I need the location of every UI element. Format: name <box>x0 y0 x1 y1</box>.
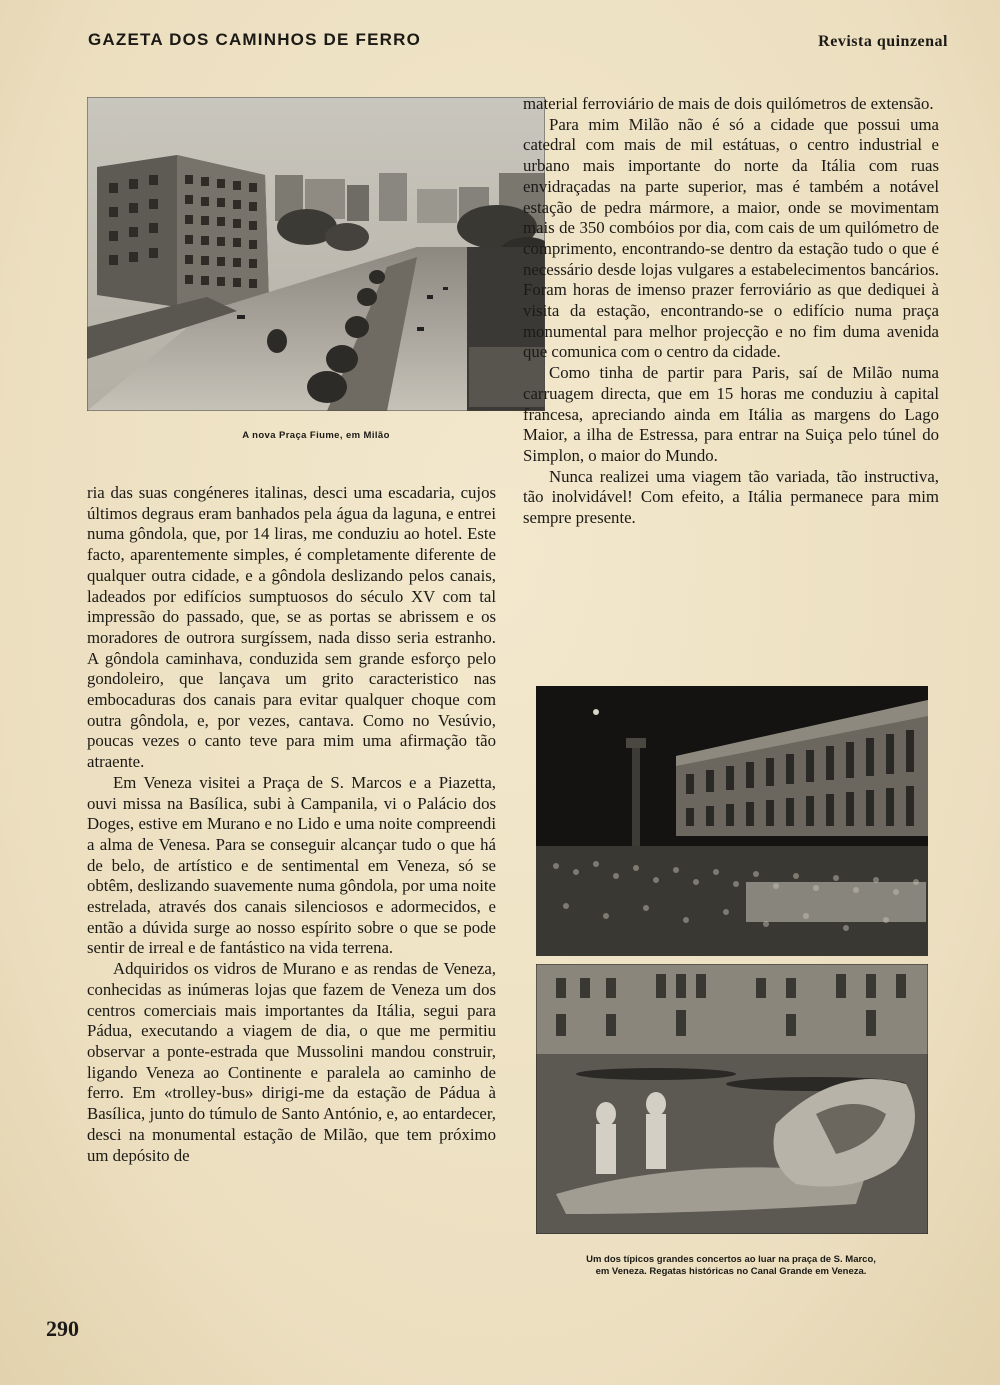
paragraph: Para mim Milão não é só a cidade que possui uma catedral com mais de mil estátuas, o centro industrial e urbano mais importante do norte da Itália com ruas envidraçadas na parte superior, mas é também a notável estação de pedra mármore, a maior, onde se movimentam mais de 350 combóios por dia, com cais de um quilómetro de comprimento, encontrando-se dentro da estação tudo o que é necessário desde lojas vulgares a estabelecimentos bancários. Foram horas de imenso prazer ferroviário as que dediquei à visita da estação, encontrando-se o edifício numa praça monumental para melhor projecção e no fim duma avenida que comunica com o centro da cidade. <box>523 114 939 362</box>
paragraph: Em Veneza visitei a Praça de S. Marcos e a Piazetta, ouvi missa na Basílica, subi à Campanila, vi o Palácio dos Doges, estive em Murano e no Lido e uma noite compreendi a alma de Venesa. Para se conseguir alcançar tudo o que há de belo, de artístico e de sentimental em Veneza, só se obtêm, deslizando suavemente numa gôndola, por uma noite estrelada, através dos canais silenciosos e adormecidos, e então a dúvida surge ao nosso espírito sobre o que se pode sentir de irreal e de fantástico na vida terrena. <box>87 772 496 958</box>
page-number: 290 <box>46 1316 79 1341</box>
milan-square-photo <box>87 97 545 411</box>
paragraph: Como tinha de partir para Paris, saí de Milão numa carruagem directa, que em 15 horas me conduziu à capital francesa, apreciando ainda em Itália as margens do Lago Maior, a ilha de Estressa, para entrar na Suiça pelo túnel do Simplon, o maior do Mundo. <box>523 363 939 465</box>
milan-photo-caption: A nova Praça Fiume, em Milão <box>242 430 390 441</box>
venice-photos-caption <box>536 1254 926 1278</box>
paragraph: Adquiridos os vidros de Murano e as rendas de Veneza, conhecidas as inúmeras lojas que fazem de Veneza um dos centros comerciais mais importantes da Itália, segui para Pádua, executando a viagem de dia, o que me permitiu observar a ponte-estrada que Mussolini mandou construir, ligando Veneza ao Continente e paralela ao caminho de ferro. Em «trolley-bus» dirigi-me da estação de Pádua à Basílica, junto do túmulo de Santo António, e, ao entardecer, desci na monumental estação de Milão, que tem próximo um depósito de <box>87 959 496 1165</box>
paragraph: Nunca realizei uma viagem tão variada, tão instructiva, tão inolvidável! Com efeito, a Itália permanece para mim sempre presente. <box>523 466 939 528</box>
venice-regatta-photo <box>536 964 928 1234</box>
left-text-column <box>87 483 496 1166</box>
caption-line: Um dos típicos grandes concertos ao luar na praça de S. Marco, <box>586 1254 876 1265</box>
journal-subtitle: Revista quinzenal <box>818 33 948 50</box>
venice-concert-photo <box>536 686 928 956</box>
caption-line: em Veneza. Regatas históricas no Canal Grande em Veneza. <box>595 1266 867 1277</box>
paragraph: ria das suas congéneres italinas, desci uma escadaria, cujos últimos degraus eram banhados pela água da laguna, e entrei numa gôndola, que, por 14 liras, me conduziu ao hotel. Este facto, aparentemente simples, é completamente diferente de qualquer outra cidade, e a gôndola deslizando pelos canais, ladeados por edifícios sumptuosos do século XV com tal impressão do passado, que, se as portas se abrissem e os moradores de outrora surgíssem, nada disso seria estranho. A gôndola caminhava, conduzida sem grande esforço pelo gondoleiro, que lançava um grito caracteristico nas embocaduras dos canais para evitar qualquer choque com outra gôndola, e, por vezes, cantava. Como no Vesúvio, poucas vezes o canto teve para mim uma afirmação tão atraente. <box>87 483 496 772</box>
journal-title: GAZETA DOS CAMINHOS DE FERRO <box>88 30 421 49</box>
right-text-column <box>523 94 939 529</box>
paragraph: material ferroviário de mais de dois quilómetros de extensão. <box>523 94 934 113</box>
